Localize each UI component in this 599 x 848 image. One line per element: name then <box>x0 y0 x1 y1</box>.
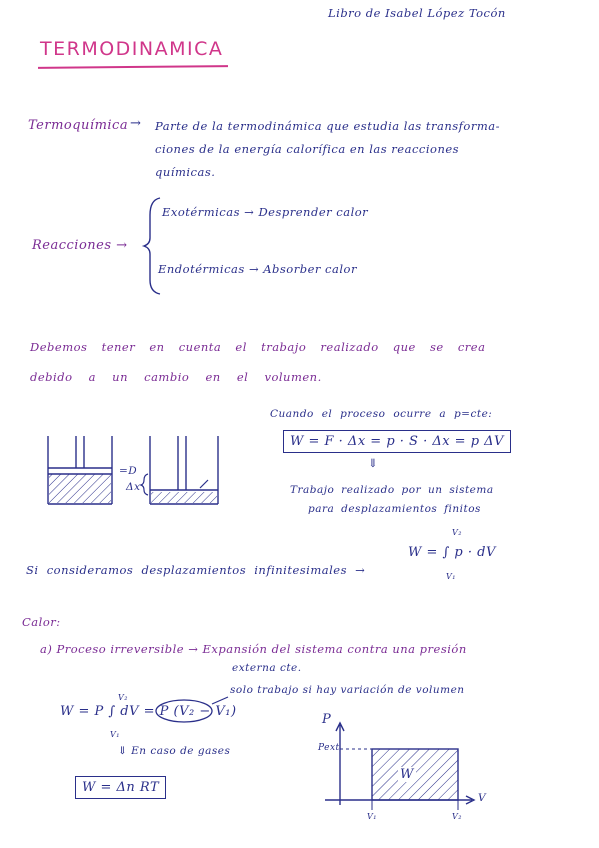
eq1-upper: V₂ <box>118 693 128 702</box>
pv-v2-label: V₂ <box>452 812 462 821</box>
work-equation-arrow: ⇓ <box>368 456 379 470</box>
piston-dx-label: Δx <box>126 481 141 493</box>
pv-w-label: W <box>400 767 414 782</box>
infinitesimal-text: Si consideramos desplazamientos infinitesimales → <box>26 563 366 577</box>
infinitesimal-upper: V₂ <box>452 528 462 537</box>
volume-note: solo trabajo si hay variación de volumen <box>230 684 465 696</box>
trabajo-line1: Debemos tener en cuenta el trabajo realizado que se crea <box>30 340 486 354</box>
endotermicas: Endotérmicas → Absorber calor <box>158 262 357 276</box>
calor-heading: Calor: <box>22 615 61 629</box>
termoquimica-line3: químicas. <box>155 165 216 179</box>
work-note-1: Trabajo realizado por un sistema <box>290 484 494 496</box>
pv-pext-label: Pext <box>318 743 340 753</box>
page-title: TERMODINAMICA <box>40 38 224 60</box>
infinitesimal-lower: V₁ <box>446 572 456 581</box>
calor-item-a: a) Proceso irreversible → Expansión del sistema contra una presión <box>40 642 467 656</box>
author-note: Libro de Isabel López Tocón <box>328 6 506 20</box>
exotermicas: Exotérmicas → Desprender calor <box>162 205 369 219</box>
infinitesimal-equation: W = ∫ p · dV <box>408 545 496 560</box>
pv-v1-label: V₁ <box>367 812 377 821</box>
work-equation: W = F · Δx = p · S · Δx = p ΔV <box>283 430 511 453</box>
pv-p-axis: P <box>322 712 332 727</box>
eq1-lower: V₁ <box>110 730 120 739</box>
gas-work-equation: W = Δn RT <box>75 776 166 799</box>
termoquimica-term: Termoquímica <box>28 118 129 133</box>
termoquimica-line2: ciones de la energía calorífica en las reacciones <box>155 142 460 156</box>
reacciones-label: Reacciones → <box>32 238 128 253</box>
piston-arrow-label: =D <box>119 465 138 477</box>
work-irreversible-equation: W = P ∫ dV = P (V₂ − V₁) <box>60 704 237 719</box>
termoquimica-arrow: → <box>130 116 142 131</box>
trabajo-line2: debido a un cambio en el volumen. <box>30 370 322 384</box>
gases-note: ⇓ En caso de gases <box>118 745 231 757</box>
termoquimica-line1: Parte de la termodinámica que estudia las transforma- <box>155 119 500 133</box>
calor-item-a2: externa cte. <box>232 662 302 674</box>
work-note-2: para desplazamientos finitos <box>308 503 481 515</box>
pv-v-axis: V <box>478 792 487 804</box>
proceso-cte: Cuando el proceso ocurre a p=cte: <box>270 408 493 420</box>
